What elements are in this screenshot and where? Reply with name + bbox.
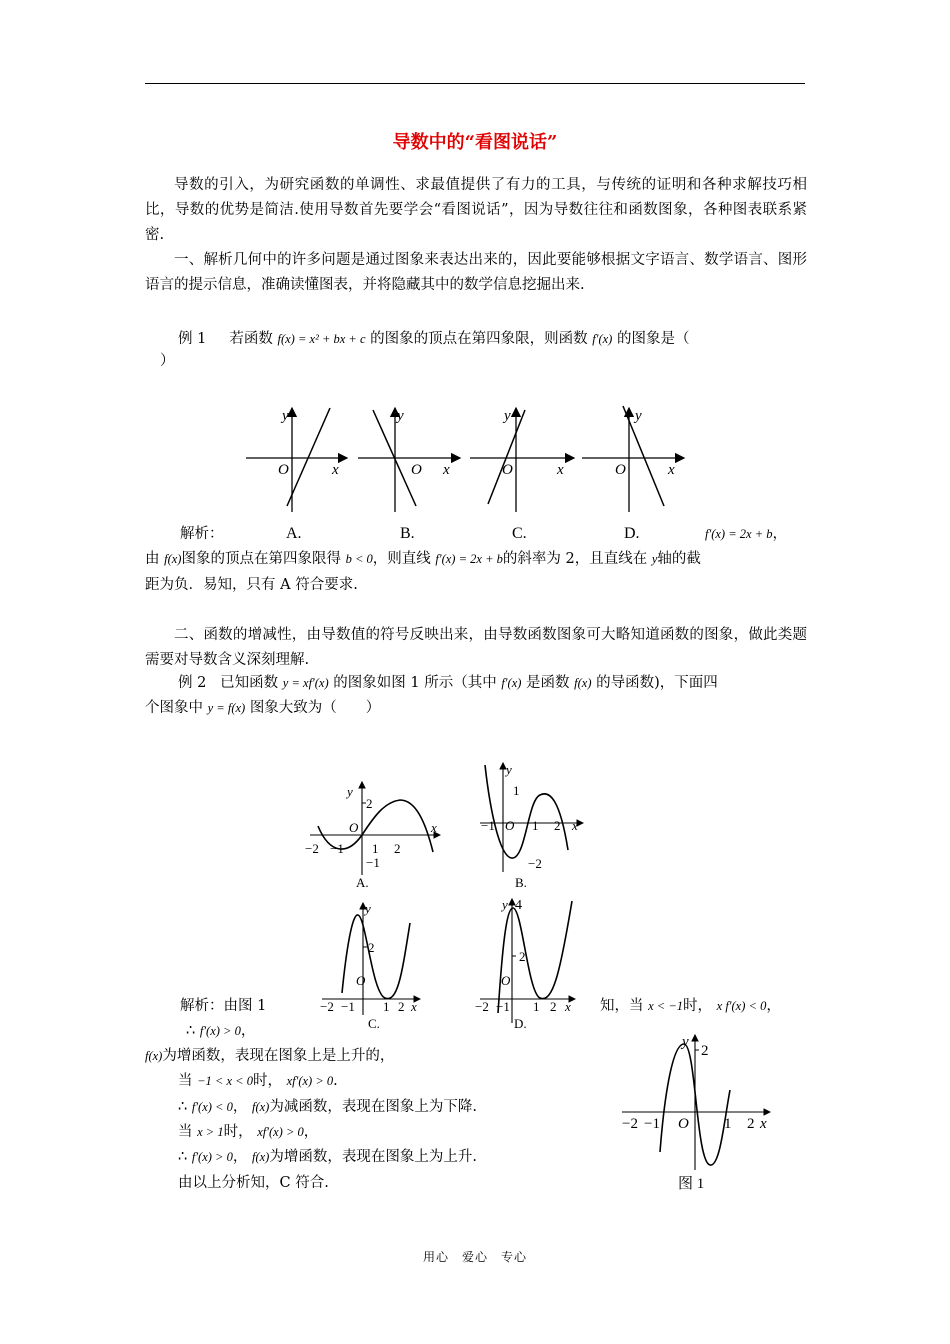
example-1-text-c: 的图象是（ bbox=[616, 331, 690, 347]
graph-a-origin: O bbox=[278, 462, 289, 478]
ex2-f3: f(x) bbox=[574, 676, 592, 690]
sol2-l4e: . bbox=[333, 1073, 338, 1089]
ex2a-two-x: 2 bbox=[394, 841, 401, 856]
fig1-caption: 图 1 bbox=[678, 1176, 705, 1192]
graph-b-label: B. bbox=[400, 525, 415, 542]
ex2b-x: x bbox=[572, 818, 578, 833]
formula-f: f(x) = x² + bx + c bbox=[277, 332, 366, 346]
sol2-l4b: −1 < x < 0 bbox=[197, 1074, 253, 1088]
ex2a-m1: −1 bbox=[330, 841, 344, 856]
sol2-l5b: f′(x) < 0 bbox=[191, 1100, 233, 1114]
graph-a-label: A. bbox=[286, 525, 302, 542]
ex2-f1: y = xf′(x) bbox=[282, 676, 329, 690]
sol1-l2f: f(x) bbox=[164, 552, 182, 566]
ex2b-two: 2 bbox=[554, 818, 561, 833]
sol2-line-7 bbox=[178, 1146, 477, 1168]
sol2-l7d: f(x) bbox=[251, 1150, 270, 1164]
sol1-l2i: 轴的截 bbox=[657, 551, 701, 567]
sol2-l5a: ∴ bbox=[178, 1099, 188, 1115]
graph-c bbox=[470, 408, 574, 542]
ex2d-label: D. bbox=[514, 1016, 527, 1031]
ex2d-x: x bbox=[565, 999, 571, 1014]
sol2-l3a: f(x) bbox=[145, 1049, 163, 1063]
solution-1-line-2 bbox=[145, 548, 701, 570]
graph-c-x-label: x bbox=[557, 462, 564, 478]
fig1-one: 1 bbox=[724, 1116, 732, 1132]
example-1-graphs bbox=[240, 400, 690, 545]
sol2-l4d: xf′(x) > 0 bbox=[286, 1074, 334, 1088]
example-2-graphs-ab bbox=[300, 760, 590, 895]
example-1-text-b: 的图象的顶点在第四象限，则函数 bbox=[370, 331, 588, 347]
ex2d-two: 2 bbox=[519, 949, 526, 964]
ex2-l2a: 个图象中 bbox=[145, 700, 203, 716]
graph-b bbox=[358, 408, 460, 542]
ex2-d: 的导函数)，下面四 bbox=[596, 675, 718, 691]
ex2d-m2: −2 bbox=[475, 999, 489, 1014]
figure-1 bbox=[612, 1030, 782, 1195]
sol2-l7a: ∴ bbox=[178, 1149, 188, 1165]
solution-1-comma: ， bbox=[772, 526, 787, 542]
example-2-graphs-cd bbox=[310, 893, 580, 1033]
ex2b-o: O bbox=[505, 818, 515, 833]
ex2d-o: O bbox=[501, 973, 511, 988]
sol1-l2g: 的斜率为 2，且直线在 bbox=[502, 551, 648, 567]
sol2-l7b: f′(x) > 0 bbox=[191, 1150, 233, 1164]
example-2-label: 例 2 bbox=[178, 675, 207, 691]
sol2-l6e: ， bbox=[303, 1124, 319, 1140]
ex2a-o: O bbox=[349, 820, 359, 835]
fig1-m1: −1 bbox=[644, 1116, 660, 1132]
ex2b-one-y: 1 bbox=[513, 783, 520, 798]
graph-a-x-label: x bbox=[332, 462, 339, 478]
example-1-line bbox=[178, 328, 689, 350]
sol2-line-2 bbox=[186, 1020, 255, 1042]
sol2-line-3 bbox=[145, 1045, 394, 1067]
sol2-l2b: f′(x) > 0 bbox=[199, 1024, 241, 1038]
ex2c-one: 1 bbox=[383, 999, 390, 1014]
graph-d bbox=[582, 406, 684, 542]
sol2-line-8: 由以上分析知，C 符合. bbox=[178, 1175, 329, 1191]
sol2-l6b: x > 1 bbox=[197, 1125, 224, 1139]
sol2-line-6 bbox=[178, 1121, 318, 1143]
graph-a bbox=[246, 408, 347, 542]
fig1-two-x: 2 bbox=[747, 1116, 755, 1132]
graph-c-y-label: y bbox=[504, 408, 511, 424]
sol2-l6d: xf′(x) > 0 bbox=[257, 1125, 304, 1139]
sol2-l7e: 为增函数，表现在图象上为上升. bbox=[269, 1149, 477, 1165]
sol1-l2d: ，则直线 bbox=[372, 551, 431, 567]
ex2-graph-d bbox=[475, 897, 575, 1031]
fig1-o: O bbox=[678, 1116, 689, 1132]
ex2c-two-x: 2 bbox=[398, 999, 405, 1014]
graph-c-label: C. bbox=[512, 525, 527, 542]
ex2a-x: x bbox=[431, 820, 437, 835]
ex2-l2f: y = f(x) bbox=[207, 701, 246, 715]
sol1-l2b: 图象的顶点在第四象限得 bbox=[181, 551, 341, 567]
ex2a-y: y bbox=[347, 784, 353, 799]
sol2-line-1-left: 解析：由图 1 bbox=[180, 998, 267, 1014]
ex2-c: 是函数 bbox=[526, 675, 570, 691]
ex2a-m2: −2 bbox=[305, 841, 319, 856]
sol2-l5c: ， bbox=[232, 1099, 248, 1115]
sol2-l5e: 为减函数，表现在图象上为下降. bbox=[269, 1099, 477, 1115]
sol2-l1b: 知，当 bbox=[600, 998, 644, 1014]
solution-1-line-3: 距为负．易知，只有 A 符合要求. bbox=[145, 577, 358, 593]
solution-1-label: 解析： bbox=[180, 526, 224, 542]
page-footer: 用心 爱心 专心 bbox=[422, 1250, 527, 1264]
ex2c-label: C. bbox=[368, 1016, 380, 1031]
fig1-two: 2 bbox=[701, 1043, 709, 1059]
graph-d-origin: O bbox=[615, 462, 626, 478]
graph-d-x-label: x bbox=[668, 462, 675, 478]
sol2-l1e: x f′(x) < 0 bbox=[716, 999, 767, 1013]
graph-c-origin: O bbox=[502, 462, 513, 478]
sol1-l2e: f′(x) = 2x + b bbox=[435, 552, 503, 566]
sol2-l2a: ∴ bbox=[186, 1023, 196, 1039]
example-1-label: 例 1 bbox=[178, 331, 207, 347]
ex2c-two: 2 bbox=[368, 940, 375, 955]
sol1-l2h: y bbox=[651, 552, 658, 566]
ex2b-m1: −1 bbox=[481, 818, 495, 833]
ex2c-m2: −2 bbox=[320, 999, 334, 1014]
sol2-l1c: x < −1 bbox=[648, 999, 684, 1013]
ex2d-two-x: 2 bbox=[550, 999, 557, 1014]
example-2-line-1 bbox=[178, 672, 718, 694]
sol1-l2c: b < 0 bbox=[345, 552, 373, 566]
ex2-f2: f′(x) bbox=[501, 676, 522, 690]
ex2b-m2y: −2 bbox=[528, 856, 542, 871]
ex2-b: 的图象如图 1 所示（其中 bbox=[333, 675, 497, 691]
header-rule bbox=[145, 83, 805, 84]
solution-1-formula bbox=[705, 523, 787, 545]
ex2a-ym1: −1 bbox=[366, 855, 380, 870]
ex2c-m1: −1 bbox=[341, 999, 355, 1014]
ex2a-two: 2 bbox=[366, 796, 373, 811]
ex2d-m1: −1 bbox=[496, 999, 510, 1014]
fig1-x: x bbox=[760, 1116, 767, 1132]
sol2-l3b: 为增函数，表现在图象上是上升的， bbox=[162, 1048, 395, 1064]
solution-1-derivative: f′(x) = 2x + b bbox=[705, 527, 773, 541]
fig1-y: y bbox=[682, 1034, 689, 1050]
sol2-line-5 bbox=[178, 1096, 477, 1118]
ex2-graph-a bbox=[305, 782, 440, 890]
ex2-graph-b bbox=[480, 762, 583, 890]
example-2-line-2 bbox=[145, 697, 380, 719]
sol2-l1d: 时， bbox=[683, 998, 713, 1014]
example-1-paren: ） bbox=[160, 353, 175, 369]
ex2b-y: y bbox=[506, 762, 512, 777]
sol2-l5d: f(x) bbox=[251, 1100, 270, 1114]
section-2-paragraph: 二、函数的增减性，由导数值的符号反映出来，由导数函数图象可大略知道函数的图象，做此类题需要对导数含义深刻理解. bbox=[145, 627, 807, 668]
graph-b-origin: O bbox=[411, 462, 422, 478]
sol2-l7c: ， bbox=[232, 1149, 248, 1165]
sol2-line-1-right bbox=[600, 995, 781, 1017]
sol2-line-4 bbox=[178, 1070, 338, 1092]
ex2a-one: 1 bbox=[372, 841, 379, 856]
ex2-a: 已知函数 bbox=[220, 675, 279, 691]
section-1-paragraph: 一、解析几何中的许多问题是通过图象来表达出来的，因此要能够根据文字语言、数学语言、图形语言的提示信息，准确读懂图表，并将隐藏其中的数学信息挖掘出来. bbox=[145, 252, 807, 293]
graph-b-x-label: x bbox=[443, 462, 450, 478]
ex2d-four: 4 bbox=[515, 898, 522, 913]
ex2a-label: A. bbox=[356, 875, 369, 890]
ex2c-x: x bbox=[411, 999, 417, 1014]
ex2b-label: B. bbox=[515, 875, 527, 890]
ex2-l2b: 图象大致为（ ） bbox=[249, 700, 381, 716]
ex2b-one: 1 bbox=[532, 818, 539, 833]
graph-d-label: D. bbox=[624, 525, 640, 542]
graph-a-y-label: y bbox=[282, 408, 289, 424]
sol2-l4a: 当 bbox=[178, 1073, 193, 1089]
sol2-l6a: 当 bbox=[178, 1124, 193, 1140]
example-1-text-a: 若函数 bbox=[229, 331, 273, 347]
formula-fprime: f′(x) bbox=[592, 332, 613, 346]
sol2-l6c: 时， bbox=[223, 1124, 253, 1140]
graph-d-y-label: y bbox=[635, 408, 642, 424]
page-title: 导数中的“看图说话” bbox=[392, 132, 558, 153]
sol2-l2c: ， bbox=[240, 1023, 256, 1039]
sol1-l2a: 由 bbox=[145, 551, 160, 567]
intro-paragraph: 导数的引入，为研究函数的单调性、求最值提供了有力的工具，与传统的证明和各种求解技巧相比，导数的优势是简洁.使用导数首先要学会“看图说话”，因为导数往往和函数图象，各种图表联系紧密. bbox=[145, 177, 807, 243]
ex2c-o: O bbox=[356, 973, 366, 988]
sol2-l4c: 时， bbox=[252, 1073, 282, 1089]
ex2c-y: y bbox=[365, 901, 371, 916]
sol2-l1f: ， bbox=[766, 998, 781, 1014]
ex2d-one: 1 bbox=[533, 999, 540, 1014]
graph-b-y-label: y bbox=[397, 408, 404, 424]
ex2-graph-c bbox=[320, 901, 420, 1031]
fig1-m2: −2 bbox=[622, 1116, 638, 1132]
ex2d-y: y bbox=[502, 897, 508, 912]
